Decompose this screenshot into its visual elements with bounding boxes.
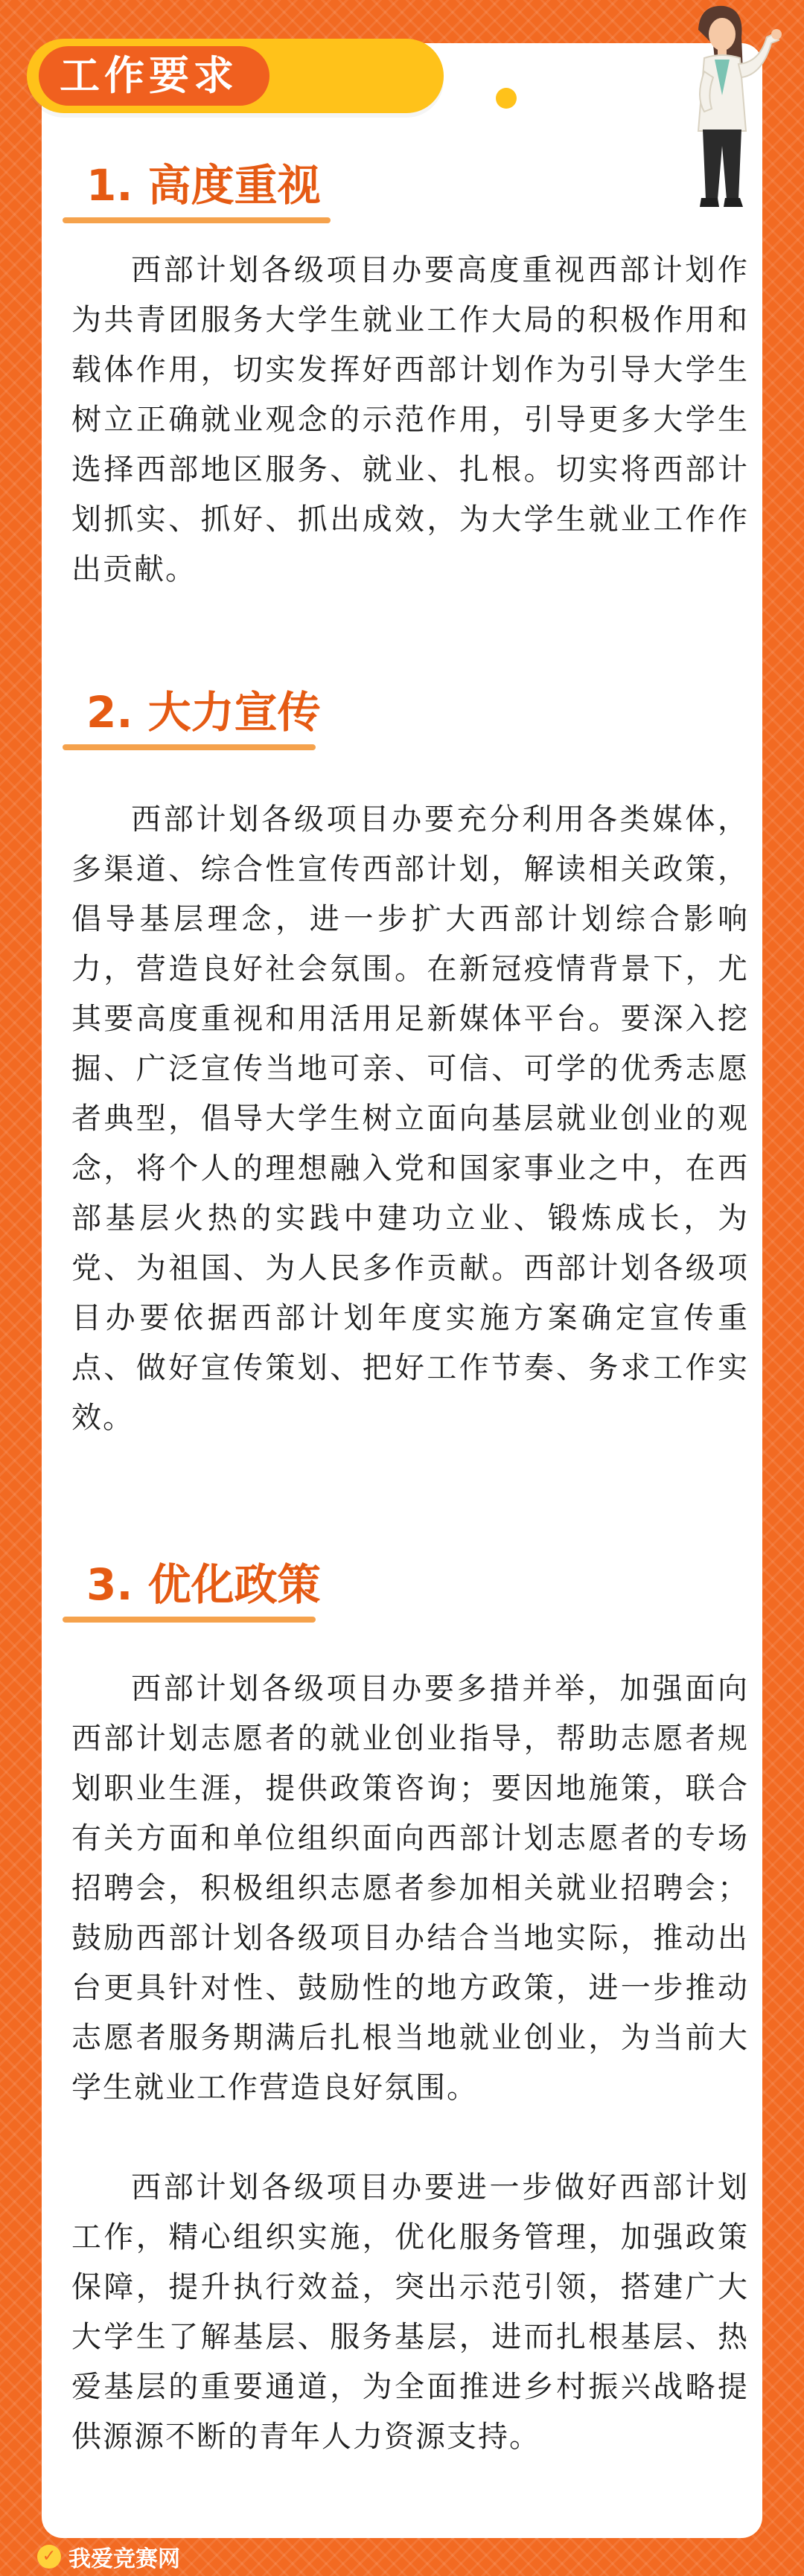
- section-1-paragraph-1: 西部计划各级项目办要高度重视西部计划作为共青团服务大学生就业工作大局的积极作用和载体作用，切实发挥好西部计划作为引导大学生树立正确就业观念的示范作用，引导更多大学生选择西部地区服务、就业、扎根。切实将西部计划抓实、抓好、抓出成效，为大学生就业工作作出贡献。: [71, 253, 749, 587]
- section-3-heading: 3. 优化政策: [86, 1559, 321, 1610]
- trophy-icon: ✓: [37, 2545, 61, 2569]
- woman-illustration-icon: [655, 0, 789, 223]
- section-3-paragraph-2: 西部计划各级项目办要进一步做好西部计划工作，精心组织实施，优化服务管理，加强政策保障，提升执行效益，突出示范引领，搭建广大大学生了解基层、服务基层，进而扎根基层、热爱基层的重要通道，为全面推进乡村振兴战略提供源源不断的青年人力资源支持。: [71, 2170, 749, 2454]
- section-2-paragraph-1: 西部计划各级项目办要充分利用各类媒体，多渠道、综合性宣传西部计划，解读相关政策，倡导基层理念，进一步扩大西部计划综合影响力，营造良好社会氛围。在新冠疫情背景下，尤其要高度重视和用活用足新媒体平台。要深入挖掘、广泛宣传当地可亲、可信、可学的优秀志愿者典型，倡导大学生树立面向基层就业创业的观念，将个人的理想融入党和国家事业之中，在西部基层火热的实践中建功立业、锻炼成长，为党、为祖国、为人民多作贡献。西部计划各级项目办要依据西部计划年度实施方案确定宣传重点、做好宣传策划、把好工作节奏、务求工作实效。: [71, 802, 749, 1435]
- section-1-heading: 1. 高度重视: [86, 160, 321, 211]
- section-2-underline: [63, 744, 316, 750]
- section-3-paragraph-1: 西部计划各级项目办要多措并举，加强面向西部计划志愿者的就业创业指导，帮助志愿者规划职业生涯，提供政策咨询；要因地施策，联合有关方面和单位组织面向西部计划志愿者的专场招聘会，积极组织志愿者参加相关就业招聘会；鼓励西部计划各级项目办结合当地实际，推动出台更具针对性、鼓励性的地方政策，进一步推动志愿者服务期满后扎根当地就业创业，为当前大学生就业工作营造良好氛围。: [71, 1672, 749, 2105]
- banner-title: 工作要求: [60, 52, 238, 99]
- site-logo: [37, 2540, 180, 2574]
- section-2-heading: 2. 大力宣传: [86, 687, 321, 738]
- logo-text: 我爱竞赛网: [68, 2546, 180, 2572]
- section-banner: [27, 39, 444, 113]
- section-3-underline: [63, 1617, 316, 1623]
- banner-dot-decoration: [496, 88, 517, 109]
- section-1-underline: [63, 217, 331, 223]
